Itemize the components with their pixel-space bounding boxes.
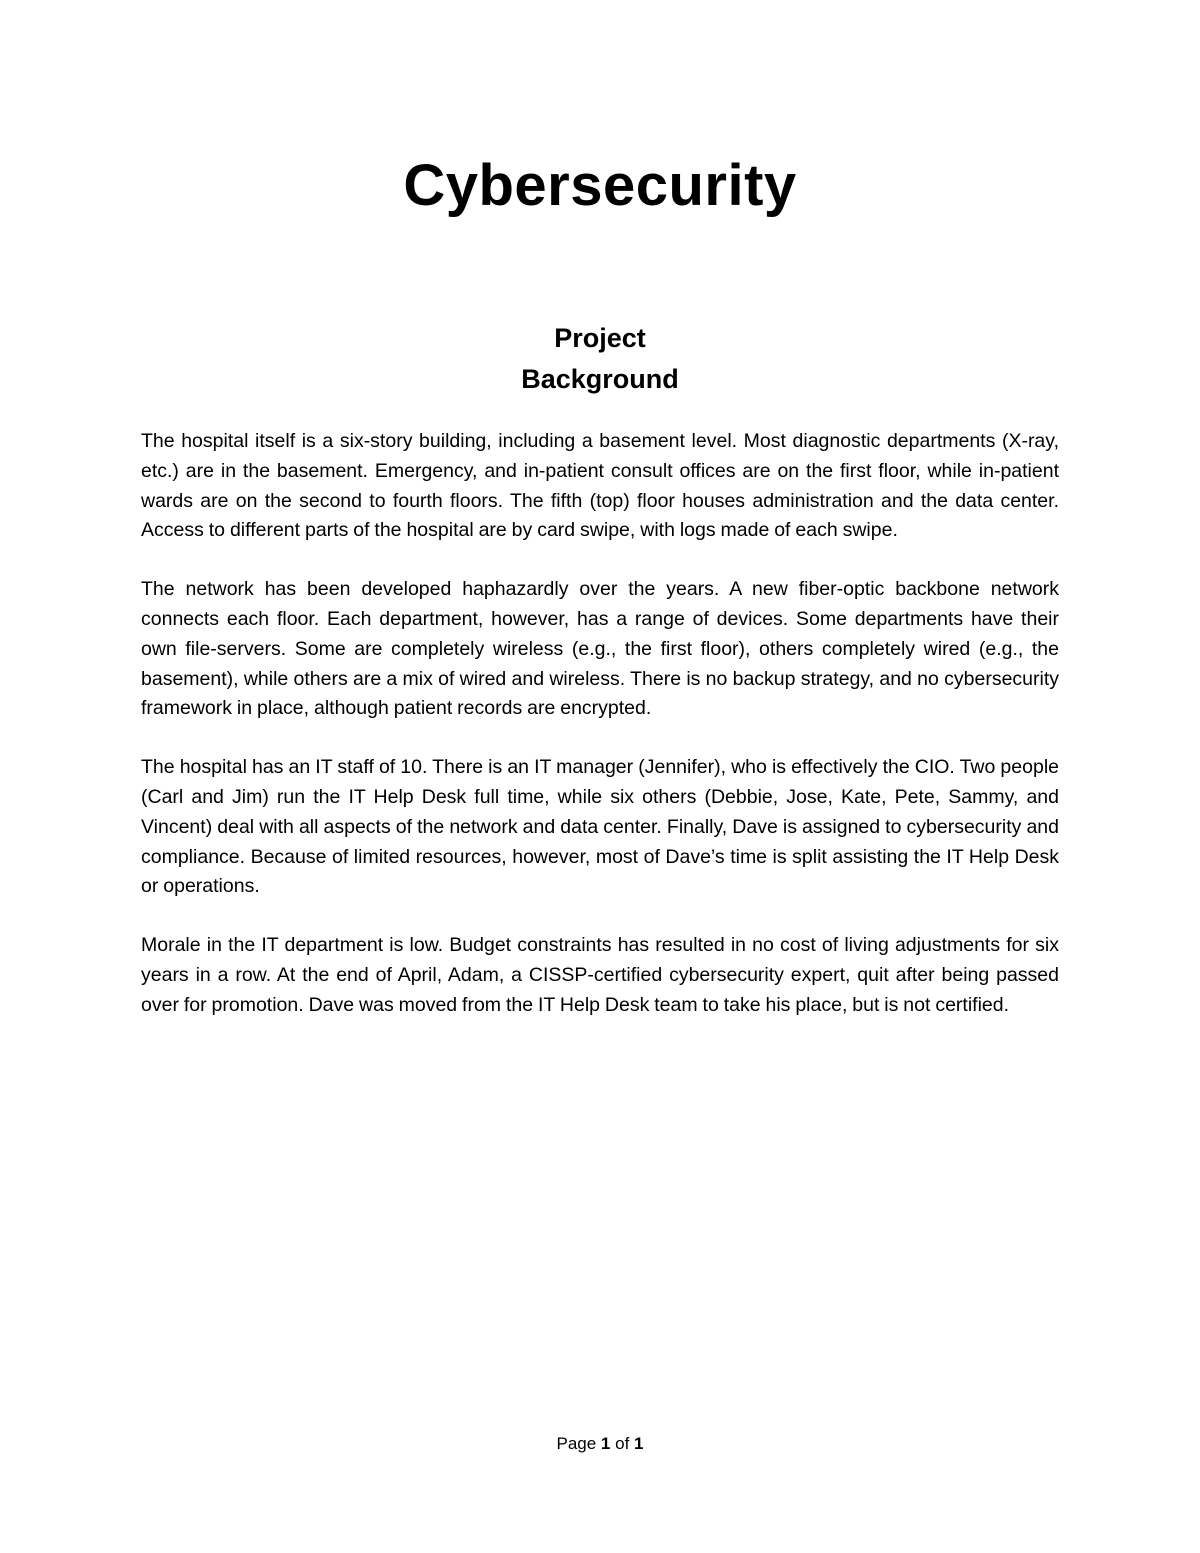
page-of-label: of: [615, 1434, 630, 1453]
page-current: 1: [600, 1434, 611, 1453]
paragraph-morale: Morale in the IT department is low. Budget constraints has resulted in no cost of living adjustments for six years in a row. At the end of April, Adam, a CISSP-certified cybersecurity expert, quit after being passed over for promotion. Dave was moved from the IT Help Desk team to take his place, but is not certified.: [141, 934, 1059, 1016]
paragraph-building: The hospital itself is a six-story building, including a basement level. Most diagnostic departments (X-ray, etc.) are in the basement. Emergency, and in-patient consult offices are on the first floor, while in-patient wards are on the second to fourth floors. The fifth (top) floor houses administration and the data center. Access to different parts of the hospital are by card swipe, with logs made of each swipe.: [141, 430, 1059, 542]
document-title: Cybersecurity: [403, 153, 797, 218]
paragraph-it-staff: The hospital has an IT staff of 10. There is an IT manager (Jennifer), who is effectively the CIO. Two people (Carl and Jim) run the IT Help Desk full time, while six others (Debbie, Jose, Kate, Pete, Sammy, and Vincent) deal with all aspects of the network and data center. Finally, Dave is assigned to cybersecurity and compliance. Because of limited resources, however, most of Dave’s time is split assisting the IT Help Desk or operations.: [141, 756, 1059, 898]
document-body: [141, 427, 1059, 1050]
page-total: 1: [634, 1434, 644, 1453]
page-label: Page: [556, 1434, 597, 1453]
section-heading-line-1: Project: [554, 323, 646, 353]
paragraph-network: The network has been developed haphazardly over the years. A new fiber-optic backbone network connects each floor. Each department, however, has a range of devices. Some departments have their own file-servers. Some are completely wireless (e.g., the first floor), others completely wired (e.g., the basement), while others are a mix of wired and wireless. There is no backup strategy, and no cybersecurity framework in place, although patient records are encrypted.: [141, 578, 1059, 720]
page-footer: [0, 1431, 1200, 1457]
section-heading-line-2: Background: [521, 364, 679, 394]
